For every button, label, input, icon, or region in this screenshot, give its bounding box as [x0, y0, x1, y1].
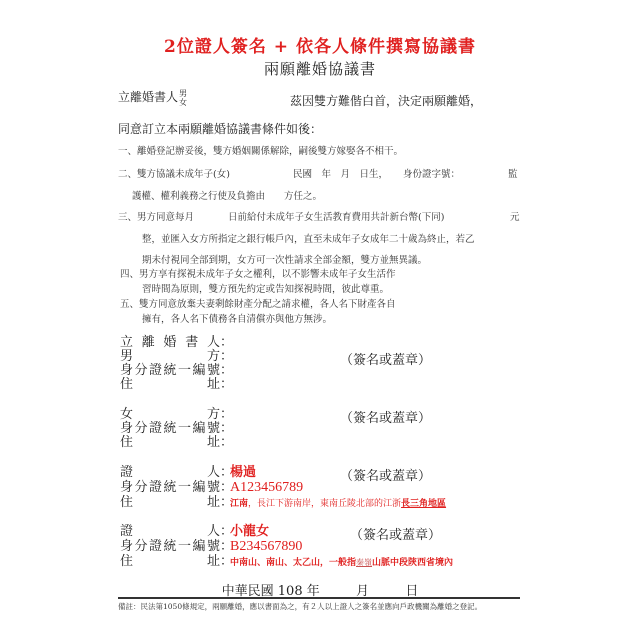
sig-male-id-label: 身分證統一編號	[120, 363, 220, 378]
document-title: 兩願離婚協議書	[263, 60, 376, 78]
clause-4-line1: 四、男方享有探視未成年子女之權利，以不影響未成年子女生活作	[120, 269, 396, 280]
witness1-address-label: 住址	[120, 495, 220, 510]
clause-2-d: 監	[508, 169, 518, 180]
witness2-row: 證人：小龍女	[120, 524, 270, 539]
witness2-name: 小龍女	[230, 524, 270, 539]
date-era: 中華民國	[221, 584, 274, 599]
witness2-address: 中南山、南山、太乙山，一般指秦嶺山脈中段陝西省境內	[230, 558, 454, 568]
clause-3-line2: 整，並匯入女方所指定之銀行帳戶內，直至未成年子女成年二十歲為終止，若乙	[142, 234, 475, 245]
witness2-label: 證人	[120, 524, 220, 539]
clause-5-line2: 擁有，各人名下債務各自清償亦與他方無涉。	[142, 314, 333, 325]
witness1-address-row: 住址：江南，長江下游南岸，東南丘陵北部的江浙長三角地區	[120, 495, 447, 510]
clause-2-c: 身份證字號：	[403, 169, 461, 180]
sig-male-row: 男方：	[120, 349, 234, 364]
intro-agree: 同意訂立本兩願離婚協議書條件如後：	[118, 122, 323, 136]
witness1-id-row: 身分證統一編號：A123456789	[120, 480, 304, 495]
date-year: 108	[277, 584, 303, 599]
clause-4-line2: 習時間為原則，雙方預先約定或告知探視時間，彼此尊重。	[142, 284, 390, 295]
date-year-unit: 年	[306, 584, 320, 599]
sig-male-label: 男方	[120, 349, 220, 364]
sig-female-id-label: 身分證統一編號	[120, 421, 220, 436]
party-label: 立離婚書人	[118, 90, 179, 104]
sig-female-label: 女方	[120, 407, 220, 422]
witness1-address: 江南，長江下游南岸，東南丘陵北部的江浙長三角地區	[230, 499, 447, 509]
witness1-row: 證人：楊過	[120, 465, 257, 480]
clause-3-b: 日前給付未成年子女生活教育費用共計新台幣(下同)	[228, 212, 445, 223]
clause-1: 一、離婚登記辦妥後，雙方婚姻關係解除，嗣後雙方嫁娶各不相干。	[118, 146, 404, 157]
footnote: 備註：民法第1050條規定，兩願離婚，應以書面為之，有２人以上證人之簽名並應向戶政機關為離婚之登記。	[118, 602, 483, 611]
clause-3-a: 三、男方同意每月	[118, 212, 195, 223]
clause-5-line1: 五、雙方同意放棄夫妻剩餘財產分配之請求權，各人名下財產各自	[120, 299, 396, 310]
footer-divider	[118, 597, 520, 599]
witness1-id-label: 身分證統一編號	[120, 480, 220, 495]
sig-header-label: 立離婚書人	[120, 335, 220, 350]
witness1-note: （簽名或蓋章）	[340, 469, 432, 484]
clause-2-line2: 護權、權利義務之行使及負擔由 方任之。	[132, 191, 323, 202]
sig-male-address-label: 住址	[120, 377, 220, 392]
sig-male-id-row: 身分證統一編號：	[120, 363, 234, 378]
sig-female-address-row: 住址：	[120, 435, 234, 450]
intro-party	[118, 88, 187, 107]
sig-female-row: 女方：	[120, 407, 234, 422]
date-day-unit: 日	[405, 584, 419, 599]
clause-2-b: 民國 年 月 日生，	[293, 169, 389, 180]
sig-female-note: （簽名或蓋章）	[340, 411, 432, 426]
clause-3-line3: 期未付視同全部到期，女方可一次性請求全部金額，雙方並無異議。	[142, 255, 428, 266]
intro-reason: 茲因雙方難偕白首，決定兩願離婚，	[290, 94, 483, 108]
sig-female-address-label: 住址	[120, 435, 220, 450]
banner-heading: 2位證人簽名 + 依各人條件撰寫協議書	[164, 37, 476, 57]
clause-3-c: 元	[510, 212, 520, 223]
witness1-label: 證人	[120, 465, 220, 480]
witness2-id: B234567890	[230, 539, 303, 554]
sig-male-address-row: 住址：	[120, 377, 234, 392]
witness2-id-row: 身分證統一編號：B234567890	[120, 539, 303, 554]
sig-header-row: 立離婚書人：	[120, 335, 234, 350]
witness2-note: （簽名或蓋章）	[350, 528, 442, 543]
clause-2-a: 二、雙方協議未成年子(女)	[118, 169, 230, 180]
gender-female: 女	[179, 97, 188, 107]
gender-stack	[179, 89, 187, 107]
witness2-address-row: 住址：中南山、南山、太乙山，一般指秦嶺山脈中段陝西省境內	[120, 554, 454, 569]
gender-male: 男	[179, 88, 188, 98]
witness2-address-label: 住址	[120, 554, 220, 569]
witness1-id: A123456789	[230, 480, 304, 495]
witness2-id-label: 身分證統一編號	[120, 539, 220, 554]
sig-male-note: （簽名或蓋章）	[340, 353, 432, 368]
witness1-name: 楊過	[230, 465, 257, 480]
sig-female-id-row: 身分證統一編號：	[120, 421, 234, 436]
date-month-unit: 月	[356, 584, 370, 599]
